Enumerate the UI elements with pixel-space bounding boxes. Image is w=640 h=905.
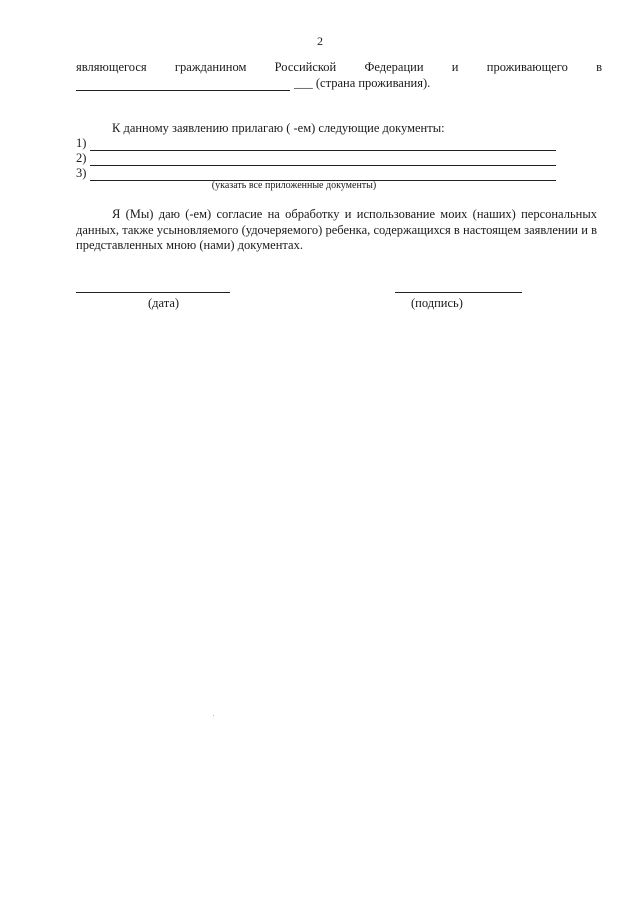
date-caption: (дата) (148, 296, 180, 310)
word: в (596, 60, 602, 74)
country-caption: ___ (страна проживания). (294, 76, 431, 90)
word: Российской (274, 60, 337, 74)
page-number: 2 (317, 34, 323, 48)
document-item (76, 151, 556, 166)
document-blank-line (90, 153, 556, 166)
word: Федерации (364, 60, 424, 74)
citizenship-line (76, 60, 602, 75)
document-item (76, 136, 556, 151)
documents-hint (0, 180, 640, 191)
word: являющегося (76, 60, 147, 74)
document-item-number: 3) (76, 166, 87, 180)
scan-speck (213, 715, 214, 716)
document-item-number: 2) (76, 151, 87, 165)
document-item (76, 166, 556, 181)
documents-hint-text: (указать все приложенные документы) (211, 180, 377, 191)
word: гражданином (174, 60, 247, 74)
signature-blank-line (395, 292, 522, 293)
date-blank-line (76, 292, 230, 293)
word: проживающего (486, 60, 568, 74)
consent-paragraph (76, 207, 597, 254)
document-item-number: 1) (76, 136, 87, 150)
consent-text: Я (Мы) даю (-ем) согласие на обработку и использование моих (наших) персональных данных, также усыновляемого (удочеряемого) ребенка, содержащихся в настоящем заявлении и в представленных мною (нами) документах. (76, 207, 597, 252)
documents-intro: К данному заявлению прилагаю ( -ем) следующие документы: (112, 121, 445, 135)
document-blank-line (90, 138, 556, 151)
signature-caption: (подпись) (411, 296, 463, 310)
country-blank-line (76, 78, 290, 91)
country-of-residence-line (76, 76, 430, 91)
word: и (451, 60, 459, 74)
